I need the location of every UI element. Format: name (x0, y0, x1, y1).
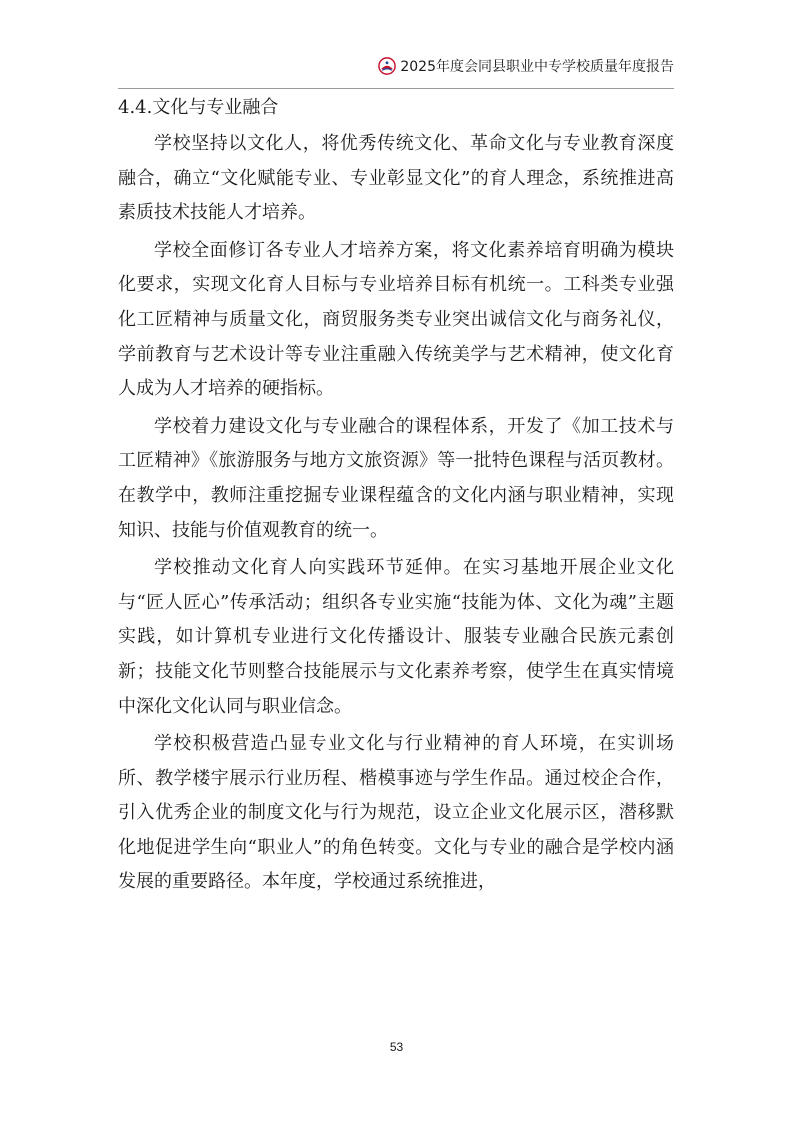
report-title: 2025年度会同县职业中专学校质量年度报告 (400, 59, 674, 75)
page-header (118, 52, 674, 80)
paragraph: 学校坚持以文化人，将优秀传统文化、革命文化与专业教育深度融合，确立“文化赋能专业、专业彰显文化”的育人理念，系统推进高素质技术技能人才培养。 (118, 133, 674, 224)
header-divider (118, 88, 674, 89)
paragraph: 学校全面修订各专业人才培养方案，将文化素养培育明确为模块化要求，实现文化育人目标与专业培养目标有机统一。工科类专业强化工匠精神与质量文化，商贸服务类专业突出诚信文化与商务礼仪，学前教育与艺术设计等专业注重融入传统美学与艺术精神，使文化育人成为人才培养的硬指标。 (118, 239, 674, 400)
paragraph: 学校积极营造凸显专业文化与行业精神的育人环境，在实训场所、教学楼宇展示行业历程、楷模事迹与学生作品。通过校企合作，引入优秀企业的制度文化与行为规范，设立企业文化展示区，潜移默化地促进学生向“职业人”的角色转变。文化与专业的融合是学校内涵发展的重要路径。本年度，学校通过系统推进， (118, 733, 674, 893)
paragraph: 学校推动文化育人向实践环节延伸。在实习基地开展企业文化与“匠人匠心”传承活动；组织各专业实施“技能为体、文化为魂”主题实践，如计算机专业进行文化传播设计、服装专业融合民族元素创新；技能文化节则整合技能展示与文化素养考察，使学生在真实情境中深化文化认同与职业信念。 (118, 557, 674, 717)
page-number: 53 (389, 1040, 404, 1054)
paragraph: 学校着力建设文化与专业融合的课程体系，开发了《加工技术与工匠精神》《旅游服务与地方文旅资源》等一批特色课程与活页教材。在教学中，教师注重挖掘专业课程蕴含的文化内涵与职业精神，实现知识、技能与价值观教育的统一。 (118, 415, 674, 541)
page-body (118, 92, 674, 900)
school-emblem-icon (378, 57, 396, 75)
section-heading: 4.4.文化与专业融合 (118, 97, 279, 118)
